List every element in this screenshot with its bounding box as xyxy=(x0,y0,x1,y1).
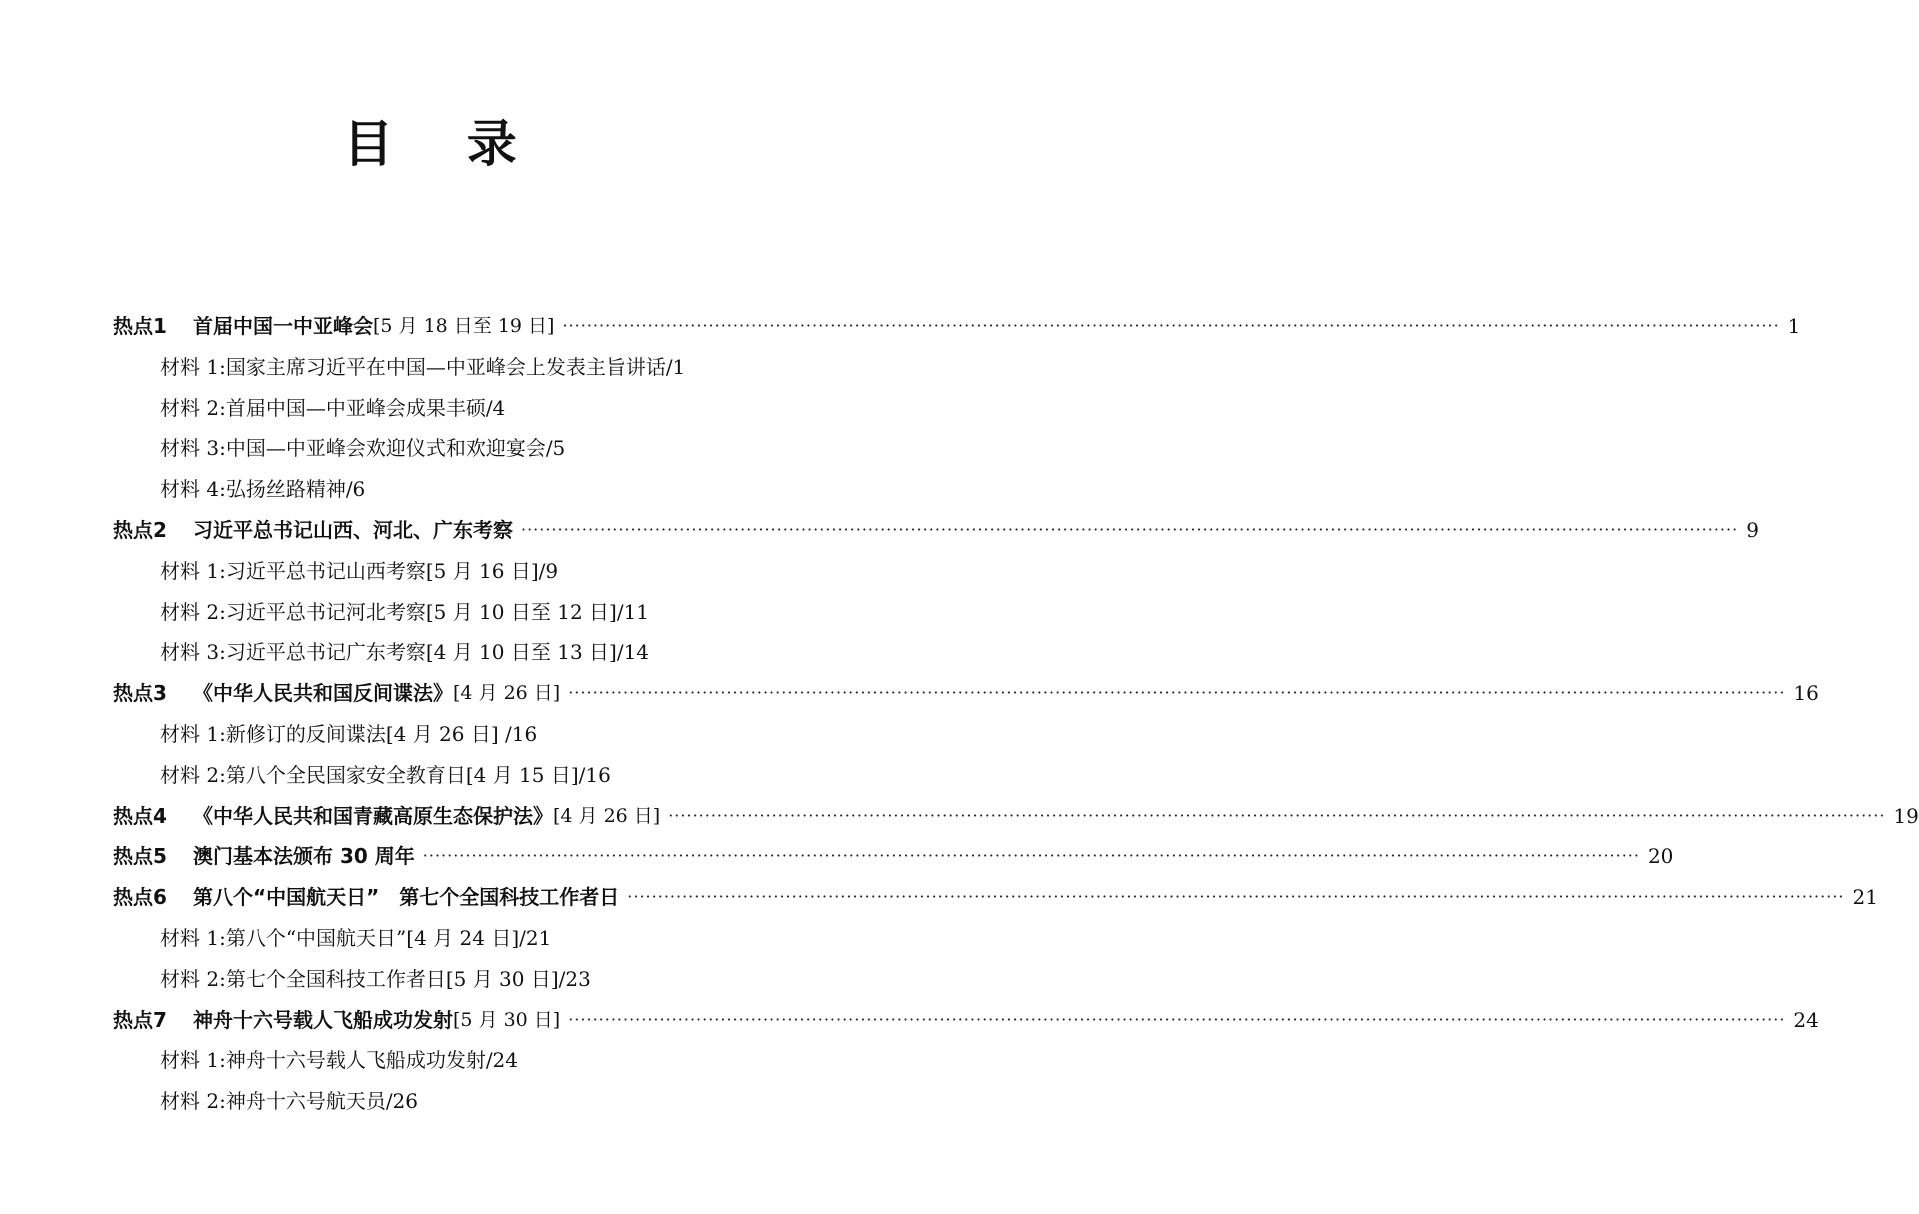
hot-title: 习近平总书记山西、河北、广东考察 xyxy=(193,518,513,542)
page-title: 目 录 xyxy=(343,115,545,173)
hot-label: 热点5 xyxy=(113,844,167,869)
dot-leader: ········································································································································································································ xyxy=(668,805,1886,825)
hot-title: 第八个“中国航天日” 第七个全国科技工作者日 xyxy=(193,885,620,910)
toc-hot-entry[interactable] xyxy=(113,836,1674,876)
hot-date: [4 月 26 日] xyxy=(553,804,661,827)
page-number: 1 xyxy=(1787,314,1801,338)
hot-label: 热点4 xyxy=(113,803,167,828)
toc-hot-entry[interactable] xyxy=(113,877,1878,917)
toc-material-entry[interactable]: 材料 1:新修订的反间谍法[4 月 26 日] /16 xyxy=(160,722,538,746)
page-number: 24 xyxy=(1793,1007,1819,1032)
toc-material-entry[interactable]: 材料 1:神舟十六号载人飞船成功发射/24 xyxy=(160,1048,519,1073)
toc-material-entry[interactable]: 材料 1:第八个“中国航天日”[4 月 24 日]/21 xyxy=(160,926,552,950)
dot-leader: ········································································································································································································ xyxy=(627,887,1845,907)
hot-label: 热点6 xyxy=(113,885,167,910)
dot-leader: ········································································································································································································ xyxy=(521,520,1739,539)
hot-date: [4 月 26 日] xyxy=(453,682,561,705)
page-number: 16 xyxy=(1793,681,1819,706)
dot-leader: ········································································································································································································ xyxy=(562,316,1780,335)
toc-material-entry[interactable]: 材料 3:习近平总书记广东考察[4 月 10 日至 13 日]/14 xyxy=(160,640,650,665)
page-number: 19 xyxy=(1893,803,1919,828)
toc-material-entry[interactable]: 材料 2:第八个全民国家安全教育日[4 月 15 日]/16 xyxy=(160,762,611,787)
page-number: 9 xyxy=(1746,518,1759,542)
toc-material-entry[interactable]: 材料 1:国家主席习近平在中国—中亚峰会上发表主旨讲话/1 xyxy=(160,354,686,379)
hot-title: 澳门基本法颁布 30 周年 xyxy=(193,844,415,869)
hot-title: 神舟十六号载人飞船成功发射 xyxy=(193,1007,453,1032)
hot-label: 热点3 xyxy=(113,681,167,706)
hot-date: [5 月 30 日] xyxy=(453,1008,561,1031)
toc-material-entry[interactable]: 材料 2:第七个全国科技工作者日[5 月 30 日]/23 xyxy=(160,966,591,991)
toc-hot-entry[interactable] xyxy=(113,1000,1819,1040)
hot-date: [5 月 18 日至 19 日] xyxy=(373,315,555,337)
toc-hot-entry[interactable] xyxy=(113,306,1801,346)
toc-material-entry[interactable]: 材料 1:习近平总书记山西考察[5 月 16 日]/9 xyxy=(160,558,559,583)
hot-label: 热点7 xyxy=(113,1007,167,1032)
page-number: 20 xyxy=(1647,844,1674,869)
toc-hot-entry[interactable] xyxy=(113,796,1919,836)
dot-leader: ········································································································································································································ xyxy=(568,1009,1786,1029)
dot-leader: ········································································································································································································ xyxy=(568,683,1786,703)
hot-title: 首届中国一中亚峰会 xyxy=(193,314,373,338)
hot-label: 热点2 xyxy=(113,518,167,542)
hot-title: 《中华人民共和国反间谍法》 xyxy=(193,681,453,706)
hot-title: 《中华人民共和国青藏高原生态保护法》 xyxy=(193,803,553,828)
dot-leader: ········································································································································································································ xyxy=(422,846,1640,866)
toc-material-entry[interactable]: 材料 4:弘扬丝路精神/6 xyxy=(160,477,366,502)
toc-hot-entry[interactable] xyxy=(113,673,1819,713)
hot-label: 热点1 xyxy=(113,314,167,338)
toc-material-entry[interactable]: 材料 3:中国—中亚峰会欢迎仪式和欢迎宴会/5 xyxy=(160,436,566,461)
toc-hot-entry[interactable] xyxy=(113,510,1759,550)
toc-material-entry[interactable]: 材料 2:神舟十六号航天员/26 xyxy=(160,1089,419,1114)
toc-material-entry[interactable]: 材料 2:习近平总书记河北考察[5 月 10 日至 12 日]/11 xyxy=(160,599,650,624)
toc-material-entry[interactable]: 材料 2:首届中国—中亚峰会成果丰硕/4 xyxy=(160,395,506,420)
page-number: 21 xyxy=(1852,885,1878,910)
